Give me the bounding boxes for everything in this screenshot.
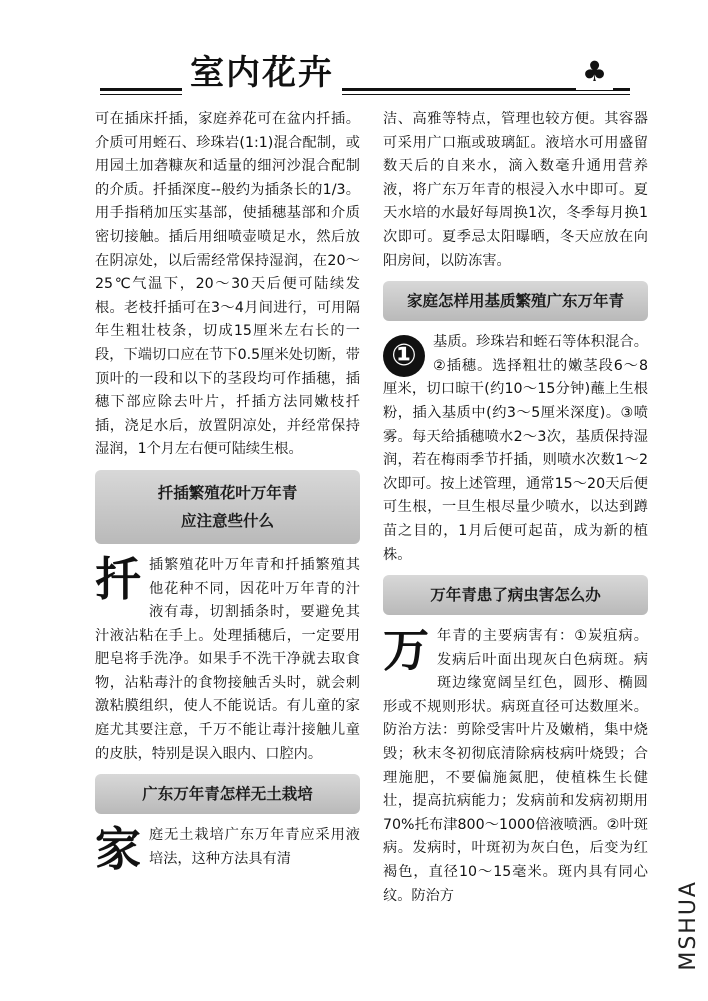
clover-ornament-icon: ♣ [576, 54, 613, 90]
section-heading-soilless-culture: 广东万年青怎样无土栽培 [95, 774, 360, 814]
section-heading-line1: 扦插繁殖花叶万年青 [157, 483, 298, 502]
section-heading-cutting-propagation [95, 470, 360, 544]
left-column [95, 108, 360, 877]
masthead [100, 48, 640, 106]
drop-cap: 扦 [95, 551, 141, 606]
intro-paragraph: 可在插床扦插，家庭养花可在盆内扦插。介质可用蛭石、珍珠岩(1:1)混合配制，或用园土加砻糠灰和适量的细河沙混合配制的介质。扦插深度--般约为插条长的1/3。用手指稍加压实基部，使插穗基部和介质密切接触。插后用细喷壶喷足水，然后放在阴凉处，以后需经常保持湿润，在20～25℃气温下，20～30天后便可陆续发根。老枝扦插可在3～4月间进行，可用隔年生粗壮枝条，切成15厘米左右长的一段，下端切口应在节下0.5厘米处切断，带顶叶的一段和以下的茎段均可作插穗，插穗下部应除去叶片，扦插方法同嫩枝扦插，浇足水后，放置阴凉处，并经常保持湿润，1个月左右便可陆续生根。 [95, 111, 360, 458]
section-text: 年青的主要病害有：①炭疽病。发病后叶面出现灰白色病斑。病斑边缘宽阔呈红色，圆形、椭圆形或不规则形状。病斑直径可达数厘米。防治方法：剪除受害叶片及嫩梢，集中烧毁；秋末冬初彻底清除病枝病叶烧毁；合理施肥，不要偏施氮肥，使植株生长健壮，提高抗病能力；发病前和发病初期用70%托布津800～1000倍液喷洒。②叶斑病。发病时，叶斑初为灰白色，后变为红褐色，直径10～15毫米。斑内具有同心纹。防治方 [383, 628, 648, 904]
section-heading-substrate-propagation: 家庭怎样用基质繁殖广东万年青 [383, 281, 648, 321]
section-body-substrate-propagation [383, 331, 648, 567]
masthead-rule-thin [100, 94, 630, 95]
section-heading-pests-diseases: 万年青患了病虫害怎么办 [383, 575, 648, 615]
drop-cap: 家 [95, 822, 141, 877]
section-body-soilless-culture [95, 822, 360, 877]
column-title: 室内花卉 [182, 48, 342, 98]
section-text: 庭无土栽培广东万年青应采用液培法，这种方法具有清 [149, 827, 360, 867]
section-heading-line2: 应注意些什么 [180, 511, 274, 530]
drop-cap: 万 [383, 623, 429, 678]
section-body-pests-diseases [383, 625, 648, 908]
masthead-rule [100, 88, 630, 91]
section-text: 基质。珍珠岩和蛭石等体积混合。②插穗。选择粗壮的嫩茎段6～8厘米，切口晾干(约10～15分钟)蘸上生根粉，插入基质中(约3～5厘米深度)。③喷雾。每天给插穗喷水2～3次，基质保持湿润，若在梅雨季节扦插，则喷水次数1～2次即可。按上述管理，通常15～20天后便可生根，一旦生根尽量少喷水，以达到蹲苗之目的，1月后便可起苗，成为新的植株。 [383, 334, 648, 563]
right-column [383, 108, 648, 908]
drop-cap-circled-one: ① [383, 335, 425, 377]
section-text: 插繁殖花叶万年青和扦插繁殖其他花种不同，因花叶万年青的汁液有毒，切割插条时，要避免其汁液沾粘在手上。处理插穗后，一定要用肥皂将手洗净。如果手不洗干净就去取食物，沾粘毒汁的食物接触舌头时，就会刺激粘膜组织，使人不能说话。有儿童的家庭尤其要注意，千万不能让毒汁接触儿童的皮肤，特别是误入眼内、口腔内。 [95, 556, 360, 762]
section-body-cutting-propagation [95, 551, 360, 766]
continuation-paragraph: 洁、高雅等特点，管理也较方便。其容器可采用广口瓶或玻璃缸。液培水可用盛留数天后的自来水，滴入数毫升通用营养液，将广东万年青的根浸入水中即可。夏天水培的水最好每周换1次，冬季每月换1次即可。夏季忌太阳曝晒，冬天应放在向阳房间，以防冻害。 [383, 111, 648, 269]
watermark: MSHUA [676, 880, 701, 971]
